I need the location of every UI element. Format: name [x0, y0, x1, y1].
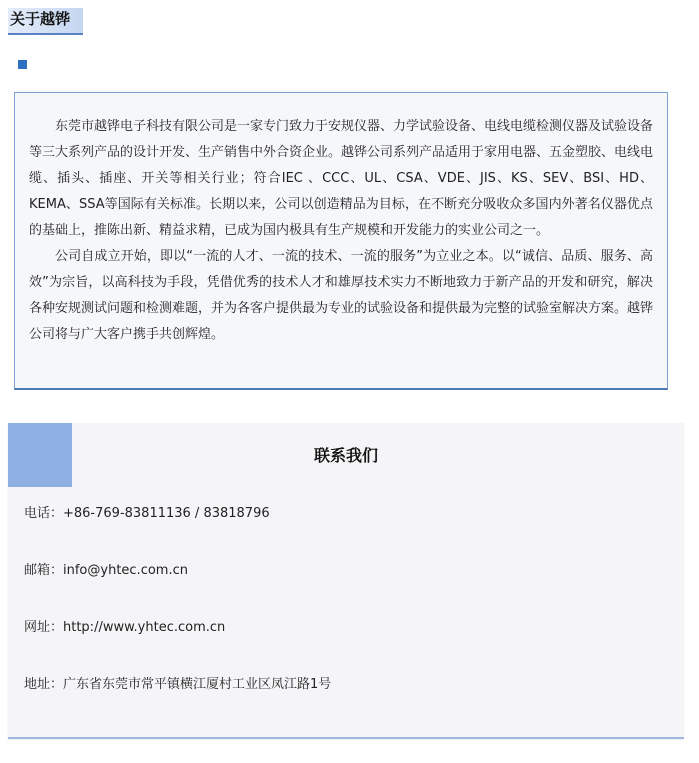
intro-paragraph-2: 公司自成立开始，即以“一流的人才、一流的技术、一流的服务”为立业之本。以“诚信、品质、服务、高效”为宗旨，以高科技为手段，凭借优秀的技术人才和雄厚技术实力不断地致力于新产品的开发和研究，解决各种安规测试问题和检测难题，并为各客户提供最为专业的试验设备和提供最为完整的试验室解决方案。越铧公司将与广大客户携手共创辉煌。 [29, 249, 654, 342]
contact-title: 联系我们 [313, 446, 378, 465]
contact-address: 地址：广东省东莞市常平镇横江厦村工业区凤江路1号 [24, 677, 332, 692]
about-title: 关于越铧 [10, 10, 71, 28]
contact-website[interactable]: 网址：http://www.yhtec.com.cn [24, 620, 226, 635]
contact-phone: 电话：+86-769-83811136 / 83818796 [24, 506, 270, 521]
company-intro-box [14, 92, 668, 390]
contact-email[interactable]: 邮箱：info@yhtec.com.cn [24, 563, 188, 578]
about-section-header [8, 8, 83, 35]
section-marker-square [18, 60, 27, 69]
contact-card [8, 423, 684, 739]
intro-paragraph-1: 东莞市越铧电子科技有限公司是一家专门致力于安规仪器、力学试验设备、电线电缆检测仪器及试验设备等三大系列产品的设计开发、生产销售中外合资企业。越铧公司系列产品适用于家用电器、五金塑胶、电线电缆、插头、插座、开关等相关行业；符合IEC 、CCC、UL、CSA、VDE、JIS、KS、SEV、BSI、HD、KEMA、SSA等国际有关标准。长期以来，公司以创造精品为目标，在不断充分吸收众多国内外著名仪器优点的基础上，推陈出新、精益求精，已成为国内极具有生产规模和开发能力的实业公司之一。 [29, 119, 654, 238]
